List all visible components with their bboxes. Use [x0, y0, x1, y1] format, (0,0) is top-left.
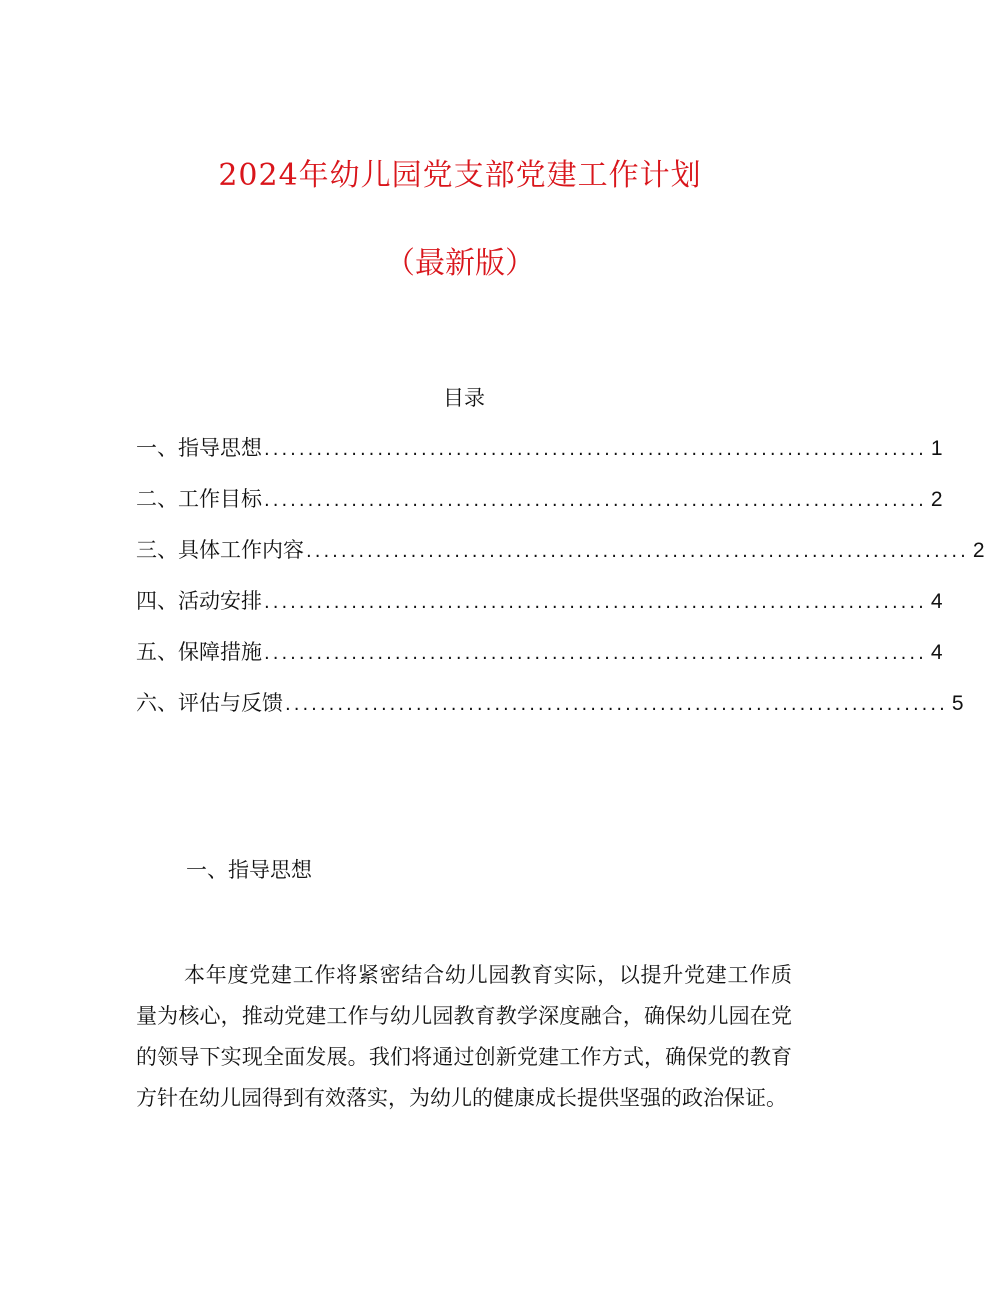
toc-leader-dots: ............................................................................ — [264, 643, 927, 664]
toc-entry[interactable] — [136, 685, 964, 736]
toc-entry-page: 4 — [930, 641, 943, 664]
toc-entry-page: 4 — [930, 590, 943, 613]
body-paragraph: 本年度党建工作将紧密结合幼儿园教育实际，以提升党建工作质量为核心，推动党建工作与幼儿园教育教学深度融合，确保幼儿园在党的领导下实现全面发展。我们将通过创新党建工作方式，确保党的教育方针在幼儿园得到有效落实，为幼儿的健康成长提供坚强的政治保证。 — [136, 963, 792, 1110]
toc-entry-label: 四、活动安排 — [136, 589, 262, 613]
document-title: 2024年幼儿园党支部党建工作计划 — [218, 158, 702, 193]
toc-entry-label: 三、具体工作内容 — [136, 538, 304, 562]
toc-entry-label: 六、评估与反馈 — [136, 691, 283, 715]
toc-entry-label: 二、工作目标 — [136, 487, 262, 511]
toc-entry[interactable] — [136, 532, 985, 583]
toc-entry-page: 1 — [930, 437, 943, 460]
toc-leader-dots: ............................................................................ — [264, 592, 927, 613]
table-of-contents — [136, 430, 985, 736]
toc-entry-page: 2 — [972, 539, 985, 562]
toc-entry[interactable] — [136, 634, 943, 685]
section-heading: 一、指导思想 — [186, 858, 312, 882]
toc-leader-dots: ............................................................................ — [285, 694, 948, 715]
toc-heading: 目录 — [443, 386, 485, 410]
toc-entry-page: 5 — [951, 692, 964, 715]
toc-leader-dots: ............................................................................ — [264, 439, 927, 460]
toc-entry-label: 五、保障措施 — [136, 640, 262, 664]
toc-entry[interactable] — [136, 481, 943, 532]
toc-entry-page: 2 — [930, 488, 943, 511]
document-subtitle: （最新版） — [385, 246, 535, 281]
toc-entry[interactable] — [136, 430, 943, 481]
toc-leader-dots: ............................................................................ — [306, 541, 969, 562]
toc-entry-label: 一、指导思想 — [136, 436, 262, 460]
toc-entry[interactable] — [136, 583, 943, 634]
toc-leader-dots: ............................................................................ — [264, 490, 927, 511]
